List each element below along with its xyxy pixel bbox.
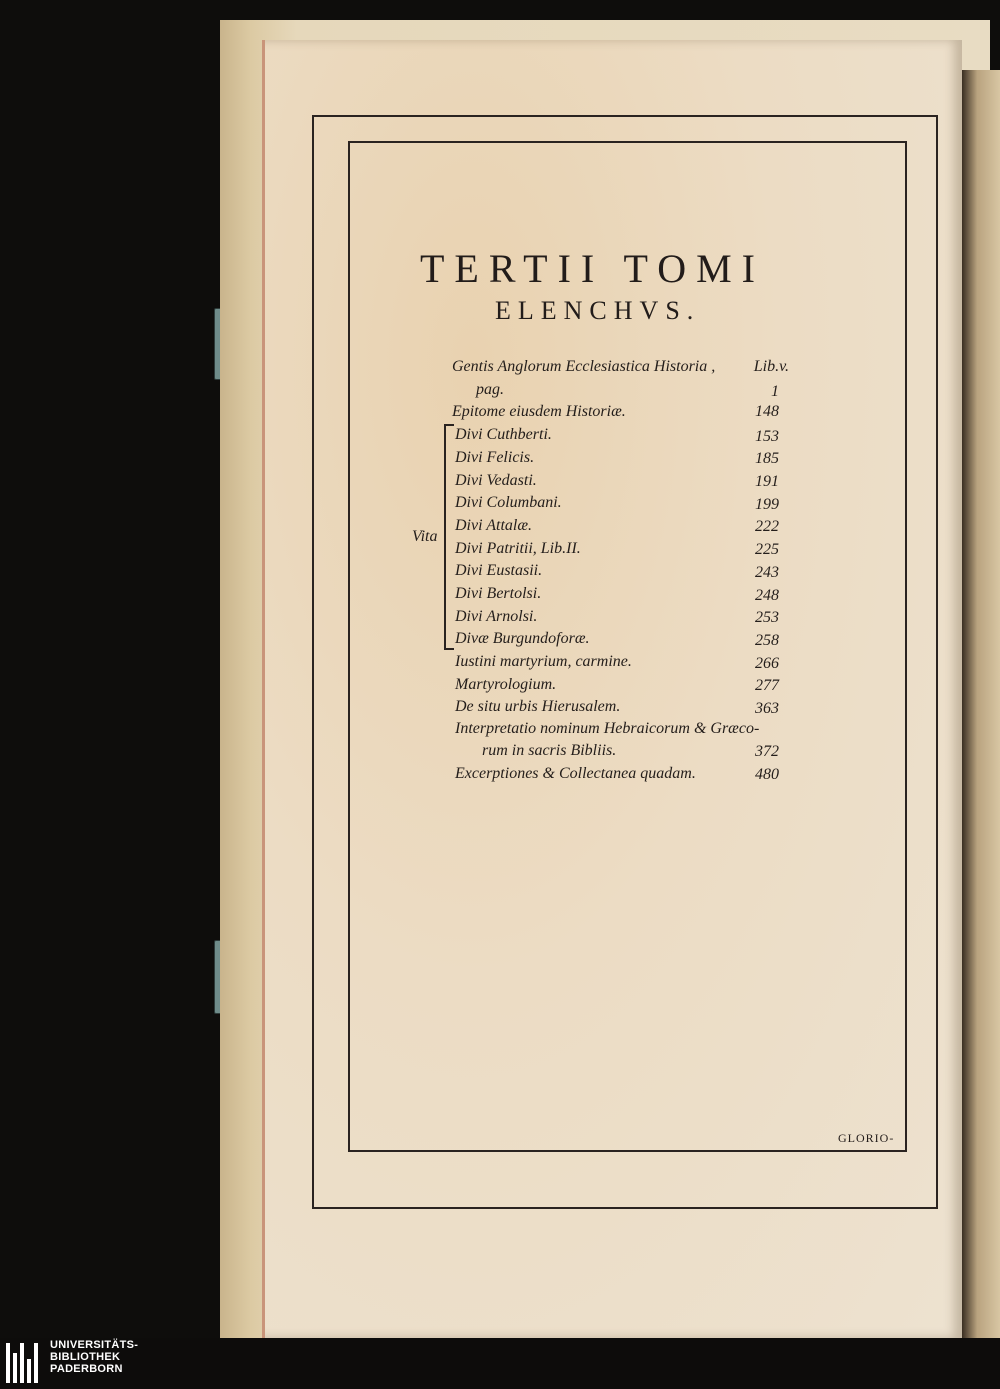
facing-page-edge — [962, 70, 1000, 1338]
entry-page: 225 — [755, 541, 779, 558]
entry-page: 153 — [755, 428, 779, 445]
page-frame-inner — [348, 141, 907, 1152]
entry-text: Divæ Burgundoforæ. — [455, 630, 590, 647]
library-name-line: UNIVERSITÄTS- — [50, 1339, 139, 1351]
entry-text: Divi Bertolsi. — [455, 585, 542, 602]
entry-text: Divi Arnolsi. — [455, 608, 538, 625]
entry-text: Divi Eustasii. — [455, 562, 543, 579]
entry-text: pag. — [476, 381, 504, 398]
entry-text: Epitome eiusdem Historiæ. — [452, 403, 626, 420]
footer-bar — [0, 1338, 1000, 1389]
entry-page: 363 — [755, 700, 779, 717]
library-name-line: BIBLIOTHEK — [50, 1351, 121, 1363]
entry-page: 277 — [755, 677, 779, 694]
entry-page: 480 — [755, 766, 779, 783]
page-subtitle: ELENCHVS. — [495, 296, 701, 325]
entry-text: Divi Patritii, Lib.II. — [455, 540, 581, 557]
library-logo-icon — [6, 1343, 41, 1383]
entry-page: 243 — [755, 564, 779, 581]
entry-text: rum in sacris Bibliis. — [482, 742, 617, 759]
entry-page: 148 — [755, 403, 779, 420]
entry-page: 1 — [771, 383, 779, 400]
entry-page: 199 — [755, 496, 779, 513]
entry-page: 253 — [755, 609, 779, 626]
catchword: GLORIO- — [838, 1131, 895, 1145]
vita-label: Vita — [412, 528, 438, 545]
entry-page: 248 — [755, 587, 779, 604]
entry-page: 258 — [755, 632, 779, 649]
entry-text: Gentis Anglorum Ecclesiastica Historia , — [452, 358, 716, 375]
library-name — [50, 1339, 138, 1375]
entry-page: 266 — [755, 655, 779, 672]
entry-text: Divi Cuthberti. — [455, 426, 552, 443]
entry-page: 222 — [755, 518, 779, 535]
entry-page: Lib.v. — [753, 358, 789, 375]
entry-text: Martyrologium. — [455, 676, 557, 693]
entry-page: 191 — [755, 473, 779, 490]
entry-text: Iustini martyrium, carmine. — [455, 653, 632, 670]
vita-brace — [444, 424, 454, 650]
entry-page: 372 — [755, 743, 779, 760]
entry-text: Divi Attalæ. — [455, 517, 533, 534]
entry-text: Excerptiones & Collectanea quadam. — [455, 765, 696, 782]
entry-text: De situ urbis Hierusalem. — [455, 698, 621, 715]
entry-text: Divi Felicis. — [455, 449, 535, 466]
page-red-edge — [262, 40, 265, 1338]
page-title: TERTII TOMI — [420, 246, 765, 291]
entry-text: Divi Columbani. — [455, 494, 562, 511]
entry-text: Divi Vedasti. — [455, 472, 537, 489]
library-name-line: PADERBORN — [50, 1363, 123, 1375]
entry-page: 185 — [755, 450, 779, 467]
entry-text: Interpretatio nominum Hebraicorum & Græco- — [455, 720, 760, 737]
